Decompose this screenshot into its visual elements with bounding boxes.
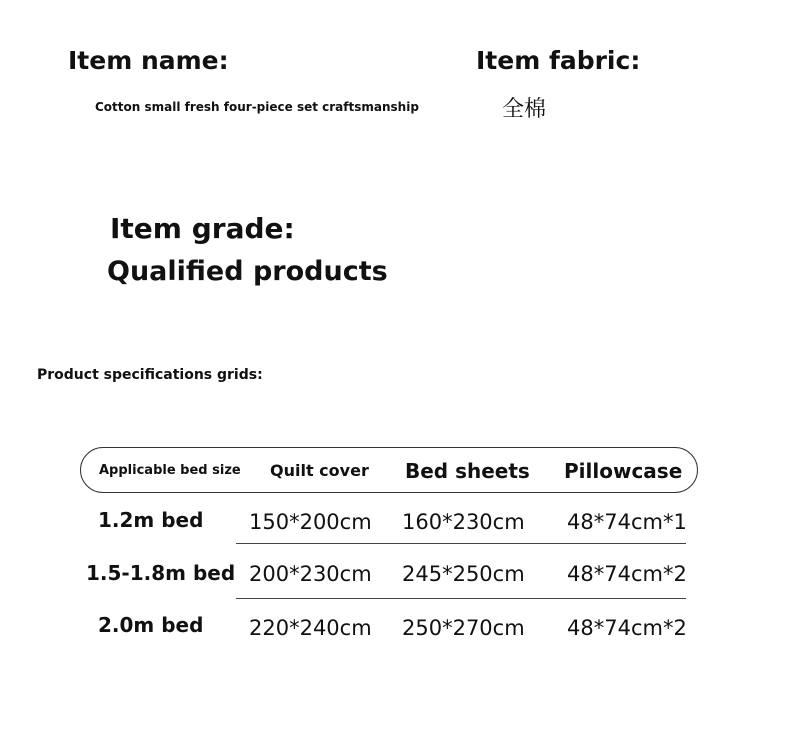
header-pillowcase: Pillowcase [564, 459, 683, 483]
row-bed-sheets: 245*250cm [402, 562, 525, 586]
header-bed-size: Applicable bed size [99, 463, 241, 478]
item-name-label: Item name: [68, 46, 229, 75]
item-grade-value: Qualified products [107, 256, 388, 287]
item-fabric-label: Item fabric: [476, 46, 641, 75]
row-divider [236, 598, 686, 599]
row-quilt-cover: 150*200cm [249, 510, 372, 534]
item-fabric-value: 全棉 [502, 97, 547, 122]
header-bed-sheets: Bed sheets [405, 459, 530, 483]
row-pillowcase: 48*74cm*2 [567, 616, 687, 640]
row-quilt-cover: 200*230cm [249, 562, 372, 586]
header-quilt-cover: Quilt cover [270, 461, 369, 480]
row-divider [236, 543, 686, 544]
row-pillowcase: 48*74cm*1 [567, 510, 687, 534]
item-grade-label: Item grade: [110, 212, 295, 245]
item-name-value: Cotton small fresh four-piece set craftsmanship [95, 100, 419, 114]
row-bed-sheets: 250*270cm [402, 616, 525, 640]
row-quilt-cover: 220*240cm [249, 616, 372, 640]
row-bed-size: 1.2m bed [98, 508, 204, 532]
spec-table-header [80, 447, 698, 493]
row-bed-sheets: 160*230cm [402, 510, 525, 534]
row-bed-size: 1.5-1.8m bed [86, 561, 236, 585]
row-pillowcase: 48*74cm*2 [567, 562, 687, 586]
row-bed-size: 2.0m bed [98, 613, 204, 637]
spec-grid-title: Product specifications grids: [37, 367, 263, 383]
